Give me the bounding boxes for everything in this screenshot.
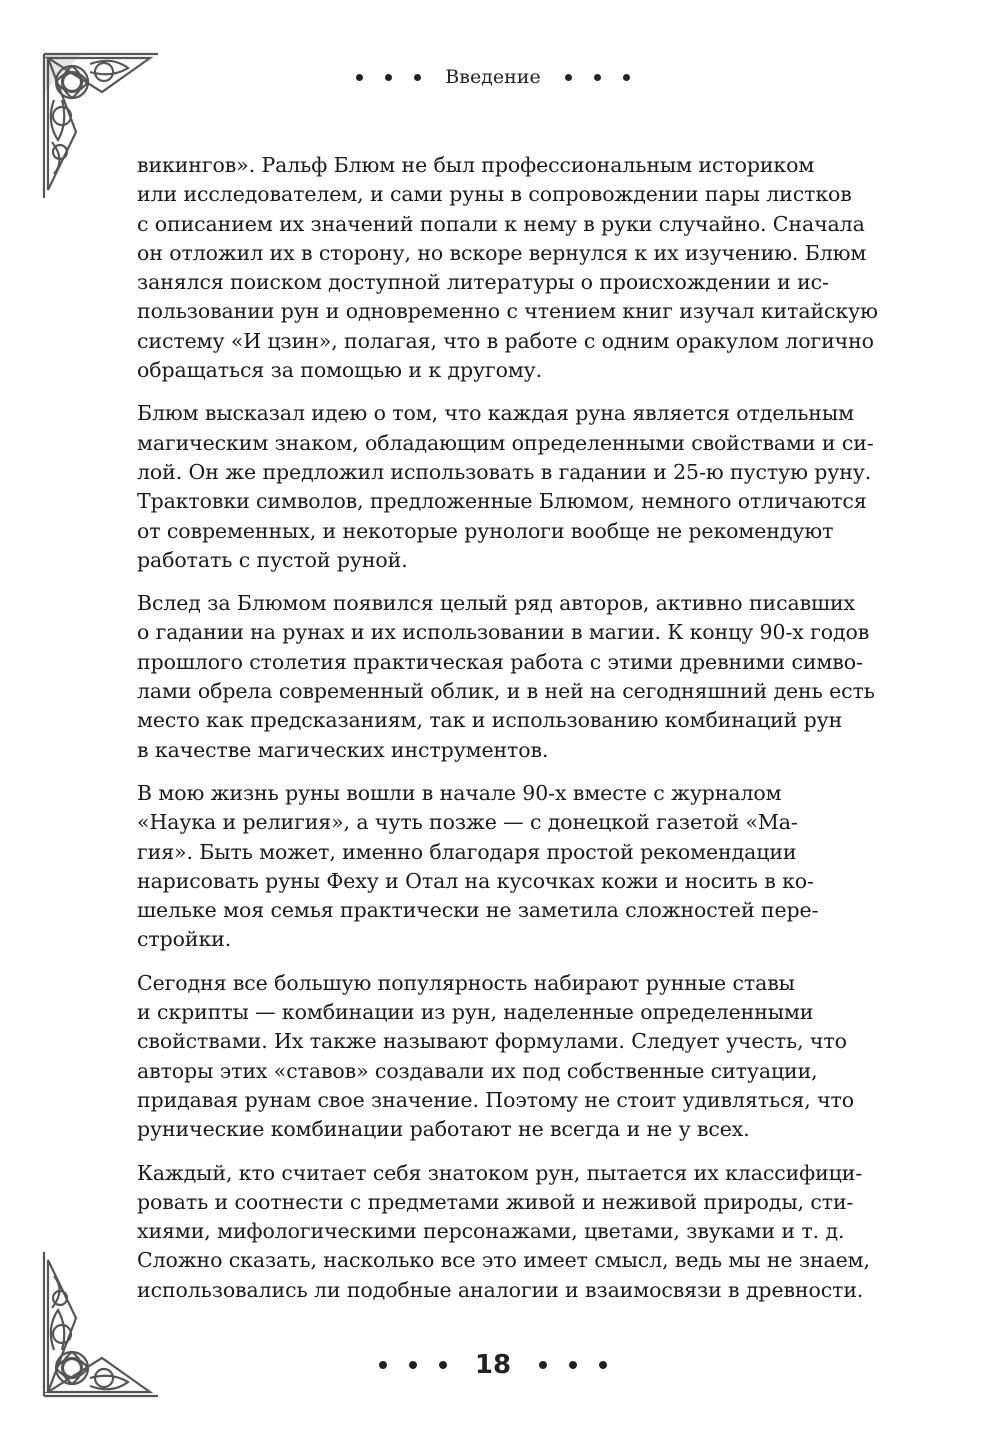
text-line: В мою жизнь руны вошли в начале 90-х вместе с журналом [137,780,782,805]
bullet-dot [409,1361,417,1369]
bullet-dot [623,74,630,81]
text-line: рунические комбинации работают не всегда и не у всех. [137,1117,750,1142]
text-line: Сложно сказать, насколько все это имеет смысл, ведь мы не знаем, [137,1248,870,1273]
paragraph [137,589,875,765]
text-line: «Наука и религия», а чуть позже — с донецкой газетой «Ма- [137,810,798,835]
bullet-dot [385,74,392,81]
footer-left-dots [379,1361,447,1369]
text-line: хиями, мифологическими персонажами, цветами, звуками и т. д. [137,1219,845,1244]
text-line: викингов». Ральф Блюм не был профессиональным историком [137,153,815,177]
page-footer [0,1350,986,1380]
text-line: лой. Он же предложил использовать в гадании и 25-ю пустую руну. [137,459,872,484]
text-line: прошлого столетия практическая работа с этими древними симво- [137,649,863,674]
text-line: лами обрела современный облик, и в ней на сегодняшний день есть [137,679,875,704]
text-line: авторы этих «ставов» создавали их под собственные ситуации, [137,1058,818,1083]
text-line: ровать и соотнести с предметами живой и неживой природы, сти- [137,1189,854,1214]
text-line: с описанием их значений попали к нему в руки случайно. Сначала [137,211,865,236]
text-line: в качестве магических инструментов. [137,737,549,762]
text-line: место как предсказаниям, так и использованию комбинаций рун [137,708,843,733]
bullet-dot [414,74,421,81]
bullet-dot [379,1361,387,1369]
text-line: занялся поиском доступной литературы о происхождении и ис- [137,270,829,295]
paragraph [137,151,878,385]
bullet-dot [599,1361,607,1369]
bullet-dot [439,1361,447,1369]
text-line: обращаться за помощью и к другому. [137,358,543,383]
text-line: о гадании на рунах и их использовании в магии. К концу 90-х годов [137,620,870,645]
text-line: магическим знаком, обладающим определенными свойствами и си- [137,430,874,455]
paragraph [137,779,859,955]
text-line: от современных, и некоторые рунологи вообще не рекомендуют [137,518,834,543]
bullet-dot [539,1361,547,1369]
text-line: гия». Быть может, именно благодаря простой рекомендации [137,839,797,864]
bullet-dot [594,74,601,81]
text-line: или исследователем, и сами руны в сопровождении пары листков [137,182,852,207]
body-text [137,151,878,1319]
text-line: Каждый, кто считает себя знатоком рун, пытается их классифици- [137,1160,863,1185]
paragraph [137,969,859,1145]
page-number: 18 [474,1350,512,1380]
text-line: Блюм высказал идею о том, что каждая руна является отдельным [137,401,854,426]
paragraph [137,1159,870,1305]
text-line: он отложил их в сторону, но вскоре вернулся к их изучению. Блюм [137,240,867,265]
section-title: Введение [445,66,541,88]
text-line: работать с пустой руной. [137,547,408,572]
bullet-dot [565,74,572,81]
header-right-dots [565,74,630,81]
bullet-dot [569,1361,577,1369]
text-line: придавая рунам свое значение. Поэтому не стоит удивляться, что [137,1087,855,1112]
text-line: Сегодня все большую популярность набирают рунные ставы [137,970,795,995]
bullet-dot [356,74,363,81]
text-line: использовались ли подобные аналогии и взаимосвязи в древности. [137,1277,864,1302]
text-line: Вслед за Блюмом появился целый ряд авторов, активно писавших [137,591,856,616]
header-left-dots [356,74,421,81]
running-head [0,66,986,88]
text-line: свойствами. Их также называют формулами. Следует учесть, что [137,1029,847,1054]
paragraph [137,399,874,575]
text-line: пользовании рун и одновременно с чтением книг изучал китайскую [137,299,878,324]
text-line: систему «И цзин», полагая, что в работе с одним оракулом логично [137,328,874,353]
text-line: шельке моя семья практически не заметила сложностей пере- [137,898,819,923]
text-line: Трактовки символов, предложенные Блюмом, немного отличаются [137,489,867,514]
footer-right-dots [539,1361,607,1369]
text-line: стройки. [137,927,232,952]
text-line: нарисовать руны Феху и Отал на кусочках кожи и носить в ко- [137,868,814,893]
text-line: и скрипты — комбинации из рун, наделенные определенными [137,1000,814,1025]
